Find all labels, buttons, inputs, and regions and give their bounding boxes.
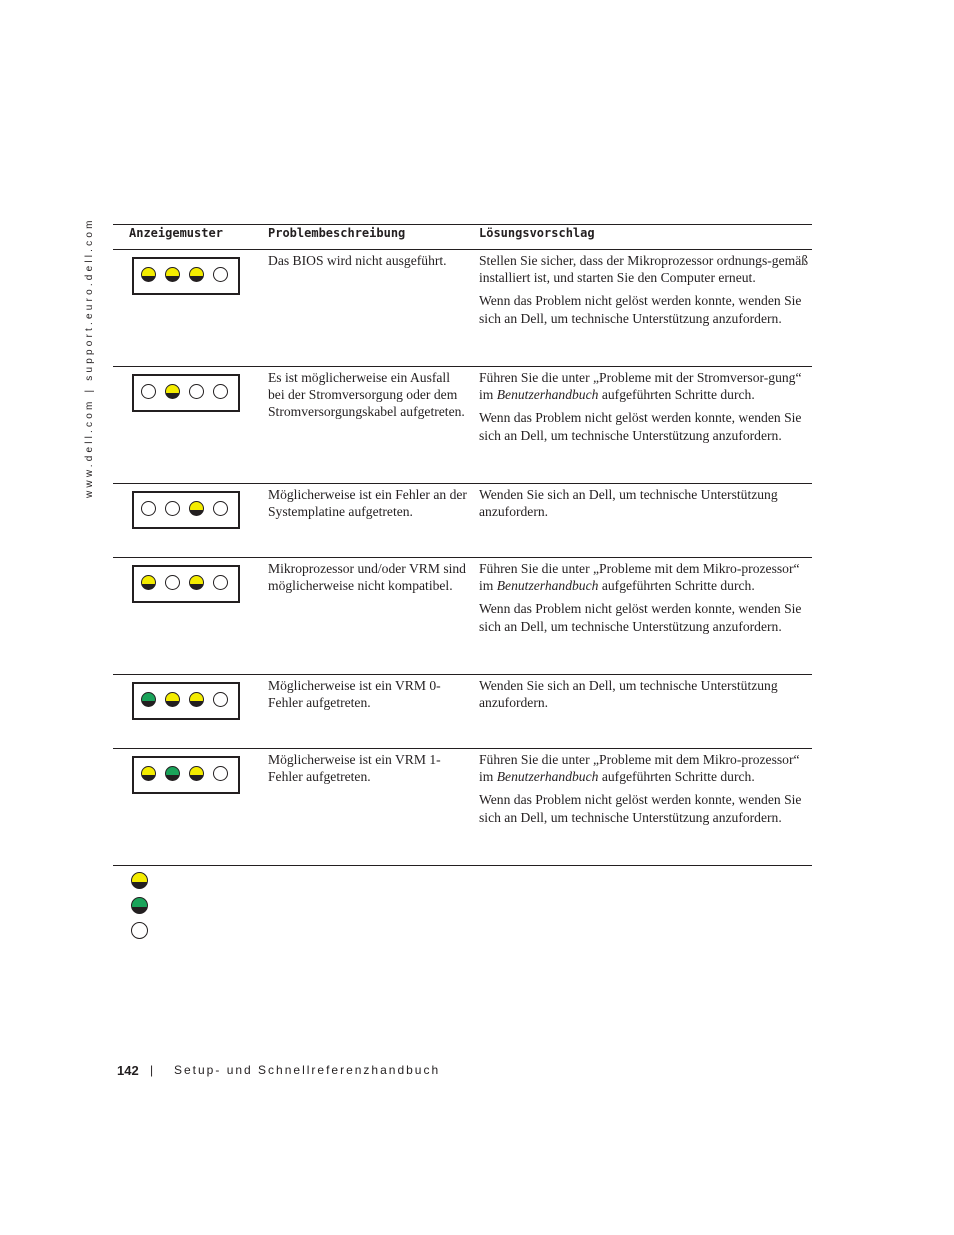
led-indicator-icon [165, 501, 180, 516]
led-pattern [132, 374, 240, 412]
page-number: 142 [117, 1063, 139, 1078]
solution [479, 751, 811, 832]
manual-title: Benutzerhandbuch [496, 387, 599, 403]
led-indicator-icon [141, 267, 156, 282]
led-indicator-icon [213, 692, 228, 707]
led-pattern [132, 756, 240, 794]
problem-description: Es ist möglicherweise ein Ausfall bei der Stromversorgung oder dem Stromversorgungskabel aufgetreten. [268, 370, 465, 420]
row-rule [113, 748, 812, 749]
header-problem: Problembeschreibung [268, 226, 406, 240]
led-indicator-icon [141, 575, 156, 590]
led-indicator-icon [141, 766, 156, 781]
led-legend-icon [131, 922, 148, 939]
led-indicator-icon [213, 575, 228, 590]
header-pattern: Anzeigemuster [129, 226, 223, 240]
led-indicator-icon [165, 766, 180, 781]
led-indicator-icon [165, 384, 180, 399]
problem-description: Möglicherweise ist ein VRM 0-Fehler aufgetreten. [268, 678, 441, 711]
led-indicator-icon [189, 575, 204, 590]
row-rule [113, 366, 812, 367]
footer-title: Setup- und Schnellreferenzhandbuch [174, 1063, 441, 1077]
problem-description: Mikroprozessor und/oder VRM sind möglicherweise nicht kompatibel. [268, 561, 466, 594]
problem-description: Möglicherweise ist ein VRM 1-Fehler aufgetreten. [268, 752, 441, 785]
problem-description: Möglicherweise ist ein Fehler an der Systemplatine aufgetreten. [268, 487, 467, 520]
solution-paragraph: Stellen Sie sicher, dass der Mikroprozessor ordnungs-gemäß installiert ist, und starten Sie den Computer erneut. [479, 253, 809, 286]
solution [479, 486, 811, 526]
led-indicator-icon [213, 384, 228, 399]
led-legend-icon [131, 872, 148, 889]
led-pattern [132, 491, 240, 529]
table-top-rule [113, 224, 812, 225]
led-indicator-icon [141, 384, 156, 399]
led-indicator-icon [213, 267, 228, 282]
row-rule [113, 483, 812, 484]
table-bottom-rule [113, 865, 812, 866]
solution [479, 677, 811, 717]
manual-title: Benutzerhandbuch [496, 769, 599, 785]
solution-paragraph: Wenn das Problem nicht gelöst werden konnte, wenden Sie sich an Dell, um technische Unterstützung anzufordern. [479, 410, 802, 443]
solution-paragraph: Wenden Sie sich an Dell, um technische Unterstützung anzufordern. [479, 487, 778, 520]
led-indicator-icon [165, 267, 180, 282]
led-indicator-icon [141, 692, 156, 707]
solution-paragraph: Wenn das Problem nicht gelöst werden konnte, wenden Sie sich an Dell, um technische Unterstützung anzufordern. [479, 601, 802, 634]
solution [479, 252, 811, 333]
solution [479, 560, 811, 641]
solution-paragraph: Wenn das Problem nicht gelöst werden konnte, wenden Sie sich an Dell, um technische Unterstützung anzufordern. [479, 792, 802, 825]
led-indicator-icon [213, 501, 228, 516]
side-url: www.dell.com | support.euro.dell.com [84, 217, 95, 498]
page-footer [117, 1062, 441, 1080]
led-indicator-icon [189, 692, 204, 707]
header-rule [113, 249, 812, 250]
solution-paragraph: Führen Sie die unter „Probleme mit dem Mikro-prozessor“ im Benutzerhandbuch aufgeführten Schritte durch. [479, 561, 800, 594]
problem-description: Das BIOS wird nicht ausgeführt. [268, 253, 447, 268]
led-indicator-icon [213, 766, 228, 781]
led-legend [131, 872, 148, 947]
header-solution: Lösungsvorschlag [479, 226, 595, 240]
led-pattern [132, 565, 240, 603]
solution-paragraph: Wenn das Problem nicht gelöst werden konnte, wenden Sie sich an Dell, um technische Unterstützung anzufordern. [479, 293, 802, 326]
row-rule [113, 557, 812, 558]
led-indicator-icon [189, 267, 204, 282]
led-legend-icon [131, 897, 148, 914]
footer-separator: | [150, 1063, 154, 1077]
led-indicator-icon [165, 575, 180, 590]
led-pattern [132, 257, 240, 295]
solution-paragraph: Führen Sie die unter „Probleme mit dem Mikro-prozessor“ im Benutzerhandbuch aufgeführten Schritte durch. [479, 752, 800, 785]
led-pattern [132, 682, 240, 720]
row-rule [113, 674, 812, 675]
solution [479, 369, 811, 450]
solution-paragraph: Wenden Sie sich an Dell, um technische Unterstützung anzufordern. [479, 678, 778, 711]
led-indicator-icon [165, 692, 180, 707]
led-indicator-icon [189, 384, 204, 399]
solution-paragraph: Führen Sie die unter „Probleme mit der Stromversor-gung“ im Benutzerhandbuch aufgeführten Schritte durch. [479, 370, 802, 403]
led-indicator-icon [189, 501, 204, 516]
led-indicator-icon [141, 501, 156, 516]
manual-title: Benutzerhandbuch [496, 578, 599, 594]
led-indicator-icon [189, 766, 204, 781]
